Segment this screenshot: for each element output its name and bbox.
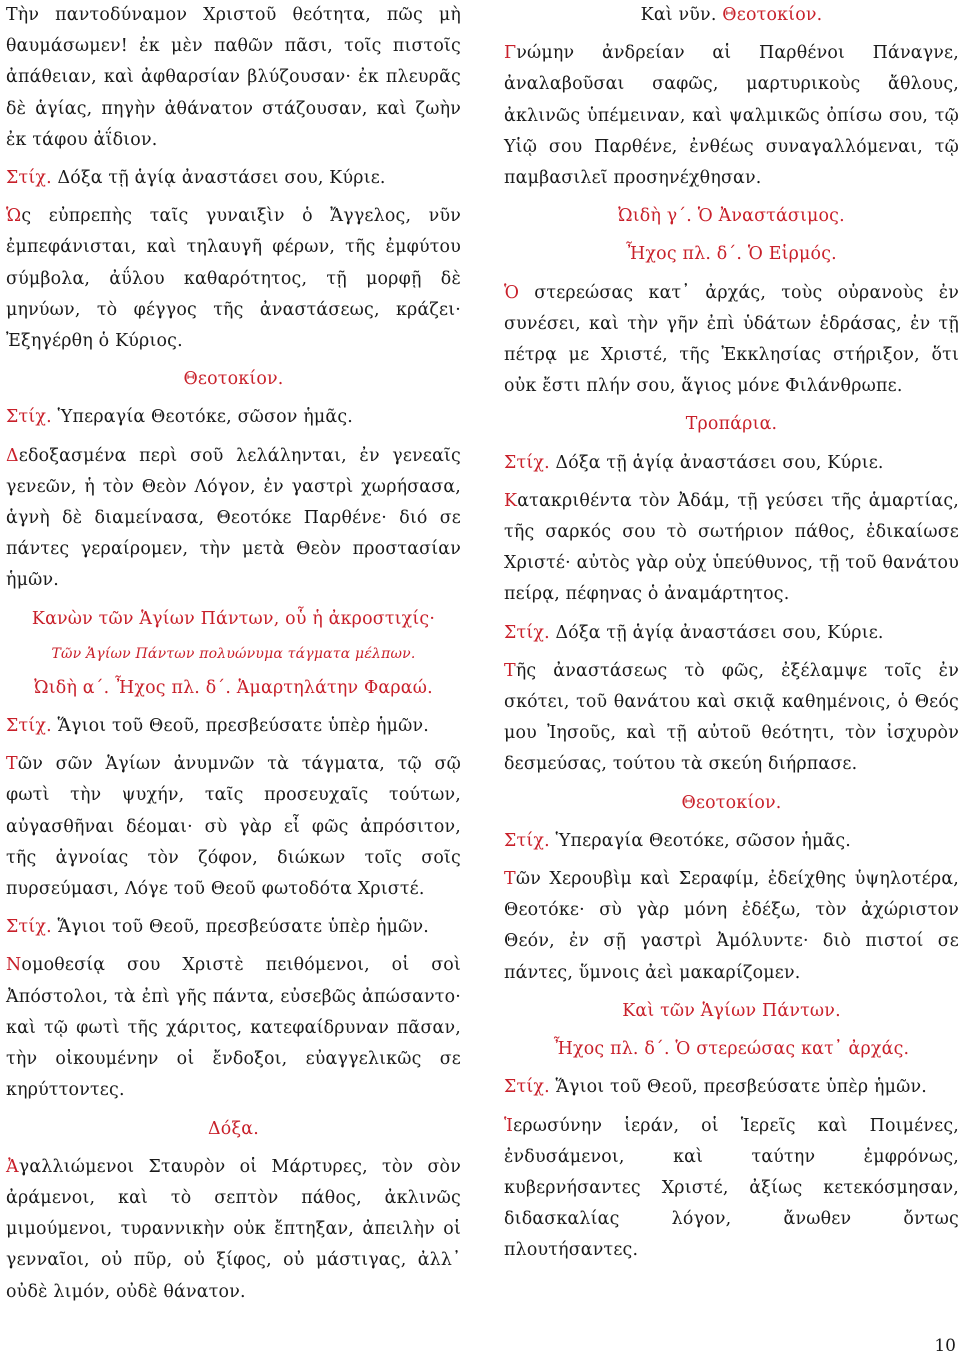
- section-heading: Τροπάρια.: [685, 414, 778, 435]
- stichos-line: [6, 912, 461, 943]
- stichos-line: [6, 163, 461, 194]
- troparion: [6, 441, 461, 597]
- troparion: [6, 950, 461, 1106]
- troparion-text: ῶν Χερουβὶμ καὶ Σεραφίμ, ἐδείχθης ὑψηλοτέρα, Θεοτόκε· σὺ γὰρ μόνη ἐδέξω, τὸν ἀχώριστον Θεόν, ἐν σῇ γαστρὶ Ἀμόλυντε· διὸ πιστοί σε πάντες, ὕμνοις ἀεὶ μακαρίζομεν.: [504, 869, 959, 983]
- left-column: [6, 0, 461, 1315]
- section-heading: [504, 0, 959, 31]
- stichos-label: Στίχ.: [504, 622, 550, 643]
- section-heading: Καὶ τῶν Ἁγίων Πάντων.: [622, 1000, 841, 1021]
- stichos-line: [504, 1072, 959, 1103]
- stichos-label: Στίχ.: [6, 716, 52, 737]
- troparion-text: γαλλιώμενοι Σταυρὸν οἱ Μάρτυρες, τὸν σὸν ἀράμενοι, καὶ τὸ σεπτὸν πάθος, ἀκλινῶς μιμούμενοι, τυραννικὴν οὐκ ἔπτηξαν, ἀπειλὴν οἱ γενναῖοι, οὐ πῦρ, οὐ ξίφος, οὐ μάστιγας, ἀλλ᾽ οὐδὲ λιμόν, οὐδὲ θάνατον.: [6, 1156, 461, 1302]
- troparion: [6, 1152, 461, 1308]
- initial-letter: Ἱ: [504, 1115, 514, 1136]
- section-heading: Ἦχος πλ. δ΄. Ὁ στερεώσας κατ᾽ ἀρχάς.: [553, 1039, 910, 1060]
- section-heading: Ὠιδὴ γ΄. Ὁ Ἀναστάσιμος.: [618, 206, 845, 227]
- stichos-text: Ὑπεραγία Θεοτόκε, σῶσον ἡμᾶς.: [549, 830, 852, 851]
- stichos-label: Στίχ.: [6, 168, 52, 189]
- stichos-text: Δόξα τῇ ἁγίᾳ ἀναστάσει σου, Κύριε.: [51, 168, 386, 189]
- section-heading: Θεοτοκίον.: [681, 792, 782, 813]
- right-column: [504, 0, 959, 1274]
- section-heading: Δόξα.: [208, 1118, 259, 1139]
- page-number: 10: [934, 1336, 956, 1356]
- initial-letter: Δ: [6, 445, 19, 466]
- initial-letter: Ν: [6, 955, 22, 976]
- troparion: [504, 1111, 959, 1267]
- troparion-text: ερωσύνην ἱεράν, οἱ Ἱερεῖς καὶ Ποιμένες, ἐνδυσάμενοι, καὶ ταύτην ἐμφρόνως, κυβερνήσαντες Χριστέ, ἀξίως κετεκόσμησαν, διδασκαλίας λόγον, ἄνωθεν ὄντως πλουτήσαντες.: [504, 1115, 959, 1261]
- stichos-label: Στίχ.: [504, 1077, 550, 1098]
- troparion: [504, 278, 959, 403]
- stichos-text: Δόξα τῇ ἁγίᾳ ἀναστάσει σου, Κύριε.: [549, 622, 884, 643]
- section-heading: Ἦχος πλ. δ΄. Ὁ Εἱρμός.: [626, 244, 837, 265]
- stichos-text: Ὑπεραγία Θεοτόκε, σῶσον ἡμᾶς.: [51, 407, 354, 428]
- troparion-text: νώμην ἀνδρείαν αἱ Παρθένοι Πάναγνε, ἀναλαβοῦσαι σαφῶς, μαρτυρικοὺς ἄθλους, ἀκλινῶς ὑπέμειναν, καὶ ψαλμικῶς ὀπίσω σου, τῷ Υἱῷ σου Παρθένε, ἐνθέως συναγαλλόμεναι, τῷ παμβασιλεῖ προσηνέχθησαν.: [504, 43, 959, 189]
- stichos-line: [504, 826, 959, 857]
- initial-letter: Ὡ: [6, 206, 22, 227]
- stichos-text: Ἅγιοι τοῦ Θεοῦ, πρεσβεύσατε ὑπὲρ ἡμῶν.: [549, 1077, 928, 1098]
- heading-part: Καὶ νῦν.: [640, 5, 723, 25]
- troparion: [6, 201, 461, 357]
- stichos-text: Ἅγιοι τοῦ Θεοῦ, πρεσβεύσατε ὑπὲρ ἡμῶν.: [51, 716, 430, 737]
- verse-text: Τὴν παντοδύναμον Χριστοῦ θεότητα, πῶς μὴ θαυμάσωμεν! ἐκ μὲν παθῶν πᾶσι, τοῖς πιστοῖς ἀπάθειαν, καὶ ἀφθαρσίαν βλύζουσαν· ἐκ πλευρᾶς δὲ ἁγίας, πηγὴν ἀθάνατον στάζουσαν, καὶ ζωὴν ἐκ τάφου ἀΐδιον.: [6, 5, 461, 150]
- initial-letter: Κ: [504, 490, 518, 511]
- stichos-line: [6, 402, 461, 433]
- stichos-line: [504, 448, 959, 479]
- troparion: [504, 38, 959, 194]
- troparion: [504, 486, 959, 611]
- acrostic-line: Τῶν Ἁγίων Πάντων πολυώνυμα τάγματα μέλπων.: [51, 645, 416, 662]
- troparion-text: εδοξασμένα περὶ σοῦ λελάληνται, ἐν γενεαῖς γενεῶν, ἡ τὸν Θεὸν Λόγον, ἐν γαστρὶ χωρήσασα, ἁγνὴ δὲ διαμείνασα, Θεοτόκε Παρθένε· διό σε πάντες γεραίρομεν, τὴν μετὰ Θεὸν προστασίαν ἡμῶν.: [6, 445, 461, 591]
- stichos-label: Στίχ.: [504, 830, 550, 851]
- troparion-text: ῶν σῶν Ἁγίων ἀνυμνῶν τὰ τάγματα, τῷ σῷ φωτὶ τὴν ψυχήν, ταῖς προσευχαῖς τούτων, αὐγασθῆναι δέομαι· σὺ γὰρ εἶ φῶς ἀπρόσιτον, τῆς ἀγνοίας τὸν ζόφον, διώκων τοῖς σοῖς πυρσεύμασι, Λόγε τοῦ Θεοῦ φωτοδότα Χριστέ.: [6, 754, 461, 900]
- initial-letter: Τ: [504, 660, 516, 681]
- troparion: [504, 864, 959, 989]
- troparion-text: ς εὐπρεπὴς ταῖς γυναιξὶν ὁ Ἄγγελος, νῦν ἐμπεφάνισται, καὶ τηλαυγῆ φέρων, τῆς ἐμφύτου σύμβολα, ἀΰλου καθαρότητος, τῇ μορφῇ δὲ μηνύων, τὸ φέγγος τῆς ἀναστάσεως, κράζει· Ἐξηγέρθη ὁ Κύριος.: [6, 206, 461, 352]
- troparion-text: ῆς ἀναστάσεως τὸ φῶς, ἐξέλαμψε τοῖς ἐν σκότει, τοῦ θανάτου καὶ σκιᾷ καθημένοις, ὁ Θεός μου Ἰησοῦς, καὶ τῇ αὐτοῦ θεότητι, τὸν ἰσχυρὸν δεσμεύσας, τούτου τὰ σκεύη διήρπασε.: [504, 660, 959, 775]
- heading-part-red: Θεοτοκίον.: [722, 5, 823, 25]
- troparion: [6, 749, 461, 905]
- rubric-line: Ὠιδὴ α΄. Ἦχος πλ. δ΄. Ἁμαρτηλάτην Φαραώ.: [34, 677, 433, 698]
- stichos-label: Στίχ.: [6, 917, 52, 938]
- troparion-text: ατακριθέντα τὸν Ἀδάμ, τῇ γεύσει τῆς ἁμαρτίας, τῆς σαρκός σου τὸ σωτήριον πάθος, ἐδικαίωσε Χριστέ· αὐτὸς γὰρ οὐχ ὑπεύθυνος, τῇ τοῦ θανάτου πείρᾳ, πέφηνας ὁ ἀναμάρτητος.: [504, 490, 959, 605]
- initial-letter: Τ: [6, 754, 18, 775]
- stichos-line: [6, 711, 461, 742]
- stichos-label: Στίχ.: [6, 407, 52, 428]
- stichos-text: Δόξα τῇ ἁγίᾳ ἀναστάσει σου, Κύριε.: [549, 452, 884, 473]
- initial-letter: Τ: [504, 869, 516, 890]
- stichos-text: Ἅγιοι τοῦ Θεοῦ, πρεσβεύσατε ὑπὲρ ἡμῶν.: [51, 917, 430, 938]
- initial-letter: Γ: [504, 43, 517, 64]
- troparion-text: ομοθεσίᾳ σου Χριστὲ πειθόμενοι, οἱ σοὶ Ἀπόστολοι, τὰ ἐπὶ γῆς πάντα, εὐσεβῶς ἀπώσαντο· καὶ τῷ φωτὶ τῆς χάριτος, κατεφαίδρυναν πᾶσαν, τὴν οἰκουμένην οἱ ἔνδοξοι, εὐαγγελικῶς σε κηρύττοντες.: [6, 955, 461, 1101]
- rubric-line: Κανὼν τῶν Ἁγίων Πάντων, οὗ ἡ ἀκροστιχίς·: [31, 608, 436, 629]
- troparion-text: στερεώσας κατ᾽ ἀρχάς, τοὺς οὐρανοὺς ἐν συνέσει, καὶ τὴν γῆν ἐπὶ ὑδάτων ἑδράσας, ἐν τῇ πέτρᾳ με Χριστέ, τῆς Ἐκκλησίας στήριξον, ὅτι οὐκ ἔστι πλήν σου, ἅγιος μόνε Φιλάνθρωπε.: [504, 282, 959, 397]
- initial-letter: Ὁ: [504, 282, 520, 303]
- stichos-line: [504, 618, 959, 649]
- troparion: [504, 656, 959, 781]
- section-heading: Θεοτοκίον.: [183, 369, 284, 390]
- stichos-label: Στίχ.: [504, 452, 550, 473]
- initial-letter: Ἀ: [6, 1156, 19, 1177]
